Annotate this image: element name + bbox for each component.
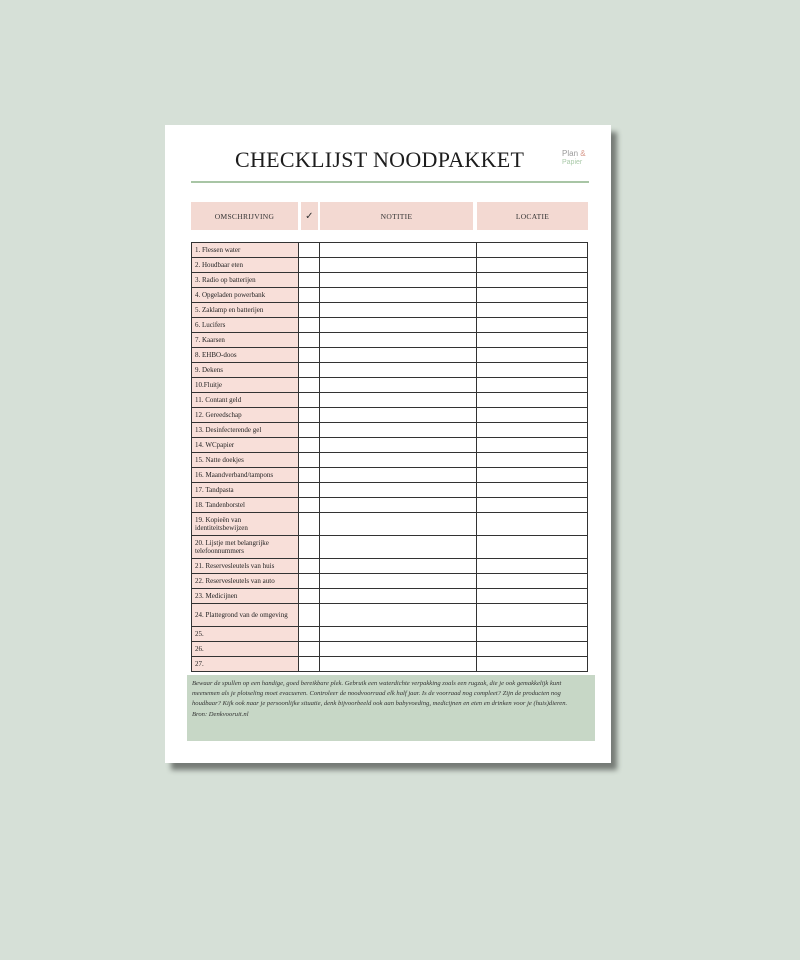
item-note-field[interactable] (319, 559, 476, 573)
item-location-field[interactable] (476, 333, 588, 347)
item-note-field[interactable] (319, 642, 476, 656)
item-note-field[interactable] (319, 513, 476, 535)
table-row (191, 498, 588, 513)
table-row (191, 574, 588, 589)
item-checkbox[interactable] (298, 438, 319, 452)
item-note-field[interactable] (319, 378, 476, 392)
table-row (191, 258, 588, 273)
item-location-field[interactable] (476, 408, 588, 422)
item-location-field[interactable] (476, 423, 588, 437)
item-location-field[interactable] (476, 273, 588, 287)
brand-amp: & (580, 149, 586, 158)
item-checkbox[interactable] (298, 574, 319, 588)
item-description: 27. (191, 657, 298, 671)
info-box (187, 675, 595, 741)
item-location-field[interactable] (476, 318, 588, 332)
item-note-field[interactable] (319, 423, 476, 437)
item-description: 15. Natte doekjes (191, 453, 298, 467)
item-note-field[interactable] (319, 498, 476, 512)
item-note-field[interactable] (319, 536, 476, 558)
item-checkbox[interactable] (298, 408, 319, 422)
item-note-field[interactable] (319, 318, 476, 332)
item-note-field[interactable] (319, 589, 476, 603)
item-checkbox[interactable] (298, 423, 319, 437)
table-row (191, 288, 588, 303)
info-text: Bewaar de spullen op een handige, goed bereikbare plek. Gebruik een waterdichte verpakking zoals een rugzak, die je ook gemakkelijk kunt meenemen als je plotseling moet evacueren. Controleer de noodvoorraad elk half jaar. Is de voorraad nog compleet? Zijn de producten nog houdbaar? Kijk ook naar je persoonlijke situatie, denk bijvoorbeeld ook aan babyvoeding, medicijnen en eten en drinken voor je (huis)dieren. (192, 680, 568, 708)
checklist-sheet (165, 125, 611, 763)
table-row (191, 559, 588, 574)
table-row (191, 333, 588, 348)
item-location-field[interactable] (476, 453, 588, 467)
table-row (191, 408, 588, 423)
item-checkbox[interactable] (298, 393, 319, 407)
item-location-field[interactable] (476, 559, 588, 573)
table-row (191, 378, 588, 393)
item-checkbox[interactable] (298, 604, 319, 626)
table-row (191, 657, 588, 672)
item-description: 16. Maandverband/tampons (191, 468, 298, 482)
item-note-field[interactable] (319, 483, 476, 497)
table-row (191, 536, 588, 559)
item-checkbox[interactable] (298, 627, 319, 641)
item-note-field[interactable] (319, 468, 476, 482)
item-location-field[interactable] (476, 483, 588, 497)
brand-line1: Plan (562, 149, 579, 158)
item-checkbox[interactable] (298, 559, 319, 573)
table-row (191, 438, 588, 453)
item-description: 19. Kopieën van identiteitsbewijzen (191, 513, 298, 535)
item-location-field[interactable] (476, 574, 588, 588)
item-location-field[interactable] (476, 627, 588, 641)
table-row (191, 468, 588, 483)
item-location-field[interactable] (476, 258, 588, 272)
info-source: Bron: Denkvooruit.nl (192, 710, 249, 718)
table-row (191, 423, 588, 438)
item-description: 25. (191, 627, 298, 641)
table-row (191, 303, 588, 318)
table-row (191, 453, 588, 468)
item-description: 12. Gereedschap (191, 408, 298, 422)
item-description: 1. Flessen water (191, 243, 298, 257)
item-description: 21. Reservesleutels van huis (191, 559, 298, 573)
item-description: 13. Desinfecterende gel (191, 423, 298, 437)
item-checkbox[interactable] (298, 348, 319, 362)
item-description: 8. EHBO-doos (191, 348, 298, 362)
item-description: 9. Dekens (191, 363, 298, 377)
item-checkbox[interactable] (298, 378, 319, 392)
item-note-field[interactable] (319, 333, 476, 347)
item-location-field[interactable] (476, 243, 588, 257)
header-description: OMSCHRIJVING (191, 202, 298, 230)
item-location-field[interactable] (476, 536, 588, 558)
table-row (191, 393, 588, 408)
header-location: LOCATIE (477, 202, 588, 230)
item-checkbox[interactable] (298, 657, 319, 671)
item-note-field[interactable] (319, 243, 476, 257)
item-note-field[interactable] (319, 574, 476, 588)
item-note-field[interactable] (319, 408, 476, 422)
item-description: 4. Opgeladen powerbank (191, 288, 298, 302)
item-description: 5. Zaklamp en batterijen (191, 303, 298, 317)
item-description: 23. Medicijnen (191, 589, 298, 603)
table-row (191, 348, 588, 363)
item-checkbox[interactable] (298, 536, 319, 558)
item-description: 3. Radio op batterijen (191, 273, 298, 287)
item-note-field[interactable] (319, 348, 476, 362)
item-location-field[interactable] (476, 363, 588, 377)
item-note-field[interactable] (319, 363, 476, 377)
table-row (191, 273, 588, 288)
item-location-field[interactable] (476, 378, 588, 392)
item-checkbox[interactable] (298, 642, 319, 656)
item-checkbox[interactable] (298, 318, 319, 332)
item-description: 11. Contant geld (191, 393, 298, 407)
item-location-field[interactable] (476, 438, 588, 452)
item-checkbox[interactable] (298, 513, 319, 535)
item-note-field[interactable] (319, 273, 476, 287)
item-location-field[interactable] (476, 393, 588, 407)
item-note-field[interactable] (319, 627, 476, 641)
page-title: CHECKLIJST NOODPAKKET (235, 147, 525, 172)
item-description: 24. Plattegrond van de omgeving (191, 604, 298, 626)
brand-line2: Papier (562, 159, 583, 166)
item-location-field[interactable] (476, 288, 588, 302)
item-note-field[interactable] (319, 453, 476, 467)
title-divider (191, 181, 589, 183)
item-checkbox[interactable] (298, 498, 319, 512)
brand-logo (562, 149, 586, 167)
item-description: 22. Reservesleutels van auto (191, 574, 298, 588)
item-location-field[interactable] (476, 303, 588, 317)
item-note-field[interactable] (319, 438, 476, 452)
table-row (191, 243, 588, 258)
item-location-field[interactable] (476, 642, 588, 656)
item-checkbox[interactable] (298, 453, 319, 467)
checklist-table (191, 242, 588, 672)
item-description: 10.Fluitje (191, 378, 298, 392)
item-location-field[interactable] (476, 604, 588, 626)
table-row (191, 363, 588, 378)
item-note-field[interactable] (319, 393, 476, 407)
item-checkbox[interactable] (298, 363, 319, 377)
item-description: 20. Lijstje met belangrijke telefoonnummers (191, 536, 298, 558)
item-location-field[interactable] (476, 468, 588, 482)
table-row (191, 589, 588, 604)
item-description: 18. Tandenborstel (191, 498, 298, 512)
item-location-field[interactable] (476, 657, 588, 671)
item-description: 17. Tandpasta (191, 483, 298, 497)
table-row (191, 318, 588, 333)
item-location-field[interactable] (476, 348, 588, 362)
item-note-field[interactable] (319, 303, 476, 317)
item-location-field[interactable] (476, 589, 588, 603)
table-row (191, 604, 588, 627)
item-location-field[interactable] (476, 513, 588, 535)
item-note-field[interactable] (319, 657, 476, 671)
header-check-icon: ✓ (301, 202, 318, 230)
item-checkbox[interactable] (298, 243, 319, 257)
item-checkbox[interactable] (298, 333, 319, 347)
item-description: 7. Kaarsen (191, 333, 298, 347)
item-checkbox[interactable] (298, 258, 319, 272)
item-checkbox[interactable] (298, 589, 319, 603)
item-description: 6. Lucifers (191, 318, 298, 332)
item-note-field[interactable] (319, 288, 476, 302)
item-note-field[interactable] (319, 258, 476, 272)
item-checkbox[interactable] (298, 273, 319, 287)
item-location-field[interactable] (476, 498, 588, 512)
item-checkbox[interactable] (298, 468, 319, 482)
item-checkbox[interactable] (298, 303, 319, 317)
table-row (191, 627, 588, 642)
table-row (191, 513, 588, 536)
item-checkbox[interactable] (298, 288, 319, 302)
item-description: 2. Houdbaar eten (191, 258, 298, 272)
item-checkbox[interactable] (298, 483, 319, 497)
item-note-field[interactable] (319, 604, 476, 626)
table-row (191, 483, 588, 498)
header-note: NOTITIE (320, 202, 473, 230)
item-description: 14. WCpapier (191, 438, 298, 452)
table-row (191, 642, 588, 657)
item-description: 26. (191, 642, 298, 656)
